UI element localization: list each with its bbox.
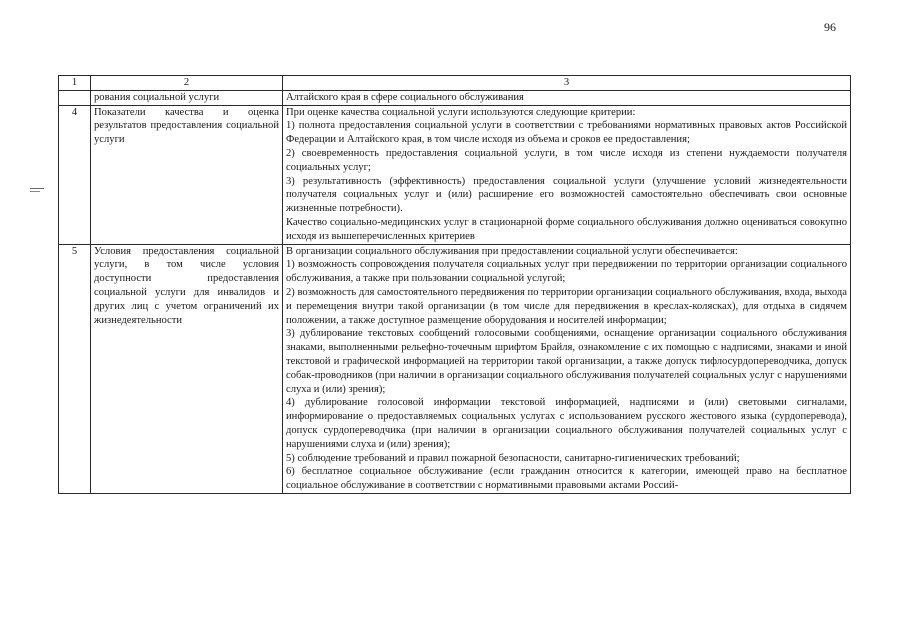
row-title: Условия предоставления социальной услуги, в том числе условия доступности предоставления социальной услуги для инвалидов и других лиц с учетом ограничений их жизнедеятельности [91, 244, 283, 493]
header-col-2: 2 [91, 76, 283, 91]
row-paragraph: В организации социального обслуживания при предоставлении социальной услуги обеспечивается: [286, 245, 738, 257]
continuation-col-3: Алтайского края в сфере социального обслуживания [283, 90, 851, 105]
header-col-3: 3 [283, 76, 851, 91]
row-paragraph: 1) возможность сопровождения получателя социальных услуг при передвижении по территории организации социального обслуживания, а также при пользовании социальной услугой; [286, 259, 847, 285]
row-paragraph: 1) полнота предоставления социальной услуги в соответствии с требованиями нормативных правовых актов Российской Федерации и Алтайского края, в том числе исходя из объема и сроков ее предоставления; [286, 120, 847, 146]
row-number: 5 [59, 244, 91, 493]
row-paragraph: При оценке качества социальной услуги используются следующие критерии: [286, 106, 636, 118]
row-paragraph: 4) дублирование голосовой информации текстовой информацией, надписями и (или) световыми сигналами, информирование о предоставляемых социальных услугах с использованием русского жестового языка (сурдоперевода), допуск сурдопереводчика (при наличии в организации социального обслуживания получателей социальных услуг с нарушениями слуха и (или) зрения); [286, 397, 847, 450]
row-content [283, 244, 851, 493]
page-number: 96 [824, 20, 836, 34]
row-paragraph: 5) соблюдение требований и правил пожарной безопасности, санитарно-гигиенических требований; [286, 452, 740, 464]
row-paragraph: 2) своевременность предоставления социальной услуги, в том числе исходя из степени нуждаемости получателя социальных услуг; [286, 147, 847, 173]
row-paragraph: Качество социально-медицинских услуг в стационарной форме социального обслуживания должно оцениваться совокупно исходя из вышеперечисленных критериев [286, 216, 847, 242]
row-number: 4 [59, 105, 91, 244]
row-content [283, 105, 851, 244]
scan-artifact-line [30, 191, 40, 192]
row-title: Показатели качества и оценка результатов предоставления социальной услуги [91, 105, 283, 244]
services-table [58, 75, 851, 494]
row-paragraph: 6) бесплатное социальное обслуживание (если гражданин относится к категории, имеющей право на бесплатное социальное обслуживание в соответствии с нормативными правовыми актами Россий- [286, 466, 847, 492]
header-col-1: 1 [59, 76, 91, 91]
continuation-row [59, 90, 851, 105]
table-row [59, 244, 851, 493]
row-paragraph: 2) возможность для самостоятельного передвижения по территории организации социального обслуживания, входа, выхода и перемещения внутри такой организации (в том числе для передвижения в креслах-колясках), для отдыха в сидячем положении, а также доступное размещение оборудования и носителей информации; [286, 286, 847, 326]
table-header-row [59, 76, 851, 91]
continuation-col-2: рования социальной услуги [91, 90, 283, 105]
row-paragraph: 3) результативность (эффективность) предоставления социальной услуги (улучшение условий жизнедеятельности получателя социальных услуг и (или) расширение его возможностей самостоятельно обеспечивать свои основные жизненные потребности). [286, 175, 847, 215]
table-row [59, 105, 851, 244]
row-paragraph: 3) дублирование текстовых сообщений голосовыми сообщениями, оснащение организации социального обслуживания знаками, выполненными рельефно-точечным шрифтом Брайля, ознакомление с их помощью с надписями, знаками и иной текстовой и графической информацией на территории такой организации, а также допуск тифлосурдопереводчика, допуск собак-проводников (при наличии в организации социального обслуживания получателей социальных услуг с нарушениями слуха и (или) зрения); [286, 328, 847, 395]
scan-artifact-line [30, 188, 44, 189]
